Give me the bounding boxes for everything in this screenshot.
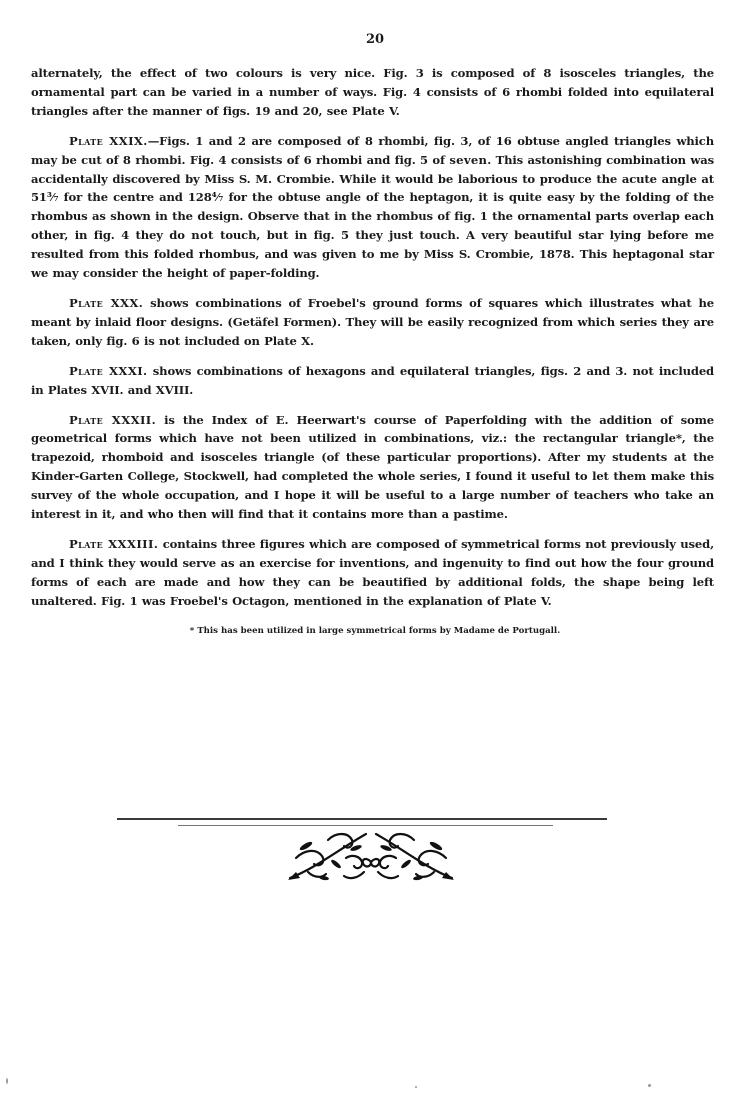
text-run: . This astonishing combination was accidentally discovered by Miss S. M. Crombie. While it would be laborious to produce the acute angle at 51³⁄₇ for the centre and 128⁴⁄₇ for the obtuse angle of the heptagon, it is quite easy by the folding of the rhombus as shown in the design. Observe that in the rhombus of fig. 1 the ornamental parts overlap each other, in fig. 4 they do xyxy=(31,152,714,243)
footnote: * This has been utilized in large symmetrical forms by Madame de Portugall. xyxy=(189,626,561,636)
paper-speck xyxy=(648,1084,651,1087)
paragraph-plate-xxxi xyxy=(31,362,714,400)
paragraph-continuation: alternately, the effect of two colours is very nice. Fig. 3 is composed of 8 isosceles triangles, the ornamental part can be varied in a number of ways. Fig. 4 consists of 6 rhombi folded into equilateral triangles after the manner of figs. 19 and 20, see Plate V. xyxy=(31,66,714,118)
text-run: touch, but in fig. 5 they just touch. A very beautiful star lying before me resulted from this folded rhombus, and was given to me by Miss S. Crombie, 1878. This heptagonal star we may consider the height of paper-folding. xyxy=(31,228,714,281)
plate-label: Plate XXXI. xyxy=(69,363,148,378)
paragraph-plate-xxix xyxy=(31,132,714,283)
text-run: shows combinations of Froebel's ground forms of squares which illustrates what he meant by inlaid floor designs. (Getäfel Formen). They will be easily recognized from which series they are taken, only fig. 6 is not included on Plate X. xyxy=(31,295,714,348)
floral-scroll-ornament-icon xyxy=(286,828,456,883)
page-number: 20 xyxy=(365,32,385,47)
paper-speck xyxy=(415,1086,417,1088)
body-text xyxy=(31,64,714,622)
paragraph-plate-xxxiii xyxy=(31,535,714,611)
paper-speck xyxy=(6,1078,8,1084)
divider-rule-short xyxy=(178,825,553,826)
plate-label: Plate XXIX. xyxy=(69,133,148,148)
divider-rule-long xyxy=(117,818,607,820)
plate-label: Plate XXX. xyxy=(69,295,144,310)
paragraph-plate-xxx xyxy=(31,294,714,351)
text-run: shows combinations of hexagons and equilateral triangles, figs. 2 and 3. not included in Plates XVII. and XVIII. xyxy=(31,363,714,397)
paragraph-plate-xxxii xyxy=(31,411,714,524)
emphasis-not: not xyxy=(191,228,214,243)
text-run: —Figs. 1 and 2 are composed of 8 rhombi, fig. 3, of 16 obtuse angled triangles which may be cut of 8 rhombi. Fig. 4 consists of 6 rhombi and fig. 5 of xyxy=(31,133,714,167)
text-run: is the Index of E. Heerwart's course of Paperfolding with the addition of some geometrical forms which have not been utilized in combinations, viz.: the rectangular triangle*, the trapezoid, rhomboid and isosceles triangle (of these particular proportions). After my students at the Kinder-Garten College, Stockwell, had completed the whole series, I found it useful to let them make this survey of the whole occupation, and I hope it will be useful to a large number of teachers who take an interest in it, and who then will find that it contains more than a pastime. xyxy=(31,412,714,522)
emphasis-seven: seven xyxy=(449,152,488,167)
plate-label: Plate XXXIII. xyxy=(69,536,159,551)
plate-label: Plate XXXII. xyxy=(69,412,157,427)
text-run: contains three figures which are composed of symmetrical forms not previously used, and I think they would serve as an exercise for inventions, and ingenuity to find out how the four ground forms of each are made and how they can be beautified by additional folds, the shape being left unaltered. Fig. 1 was Froebel's Octagon, mentioned in the explanation of Plate V. xyxy=(31,536,714,608)
